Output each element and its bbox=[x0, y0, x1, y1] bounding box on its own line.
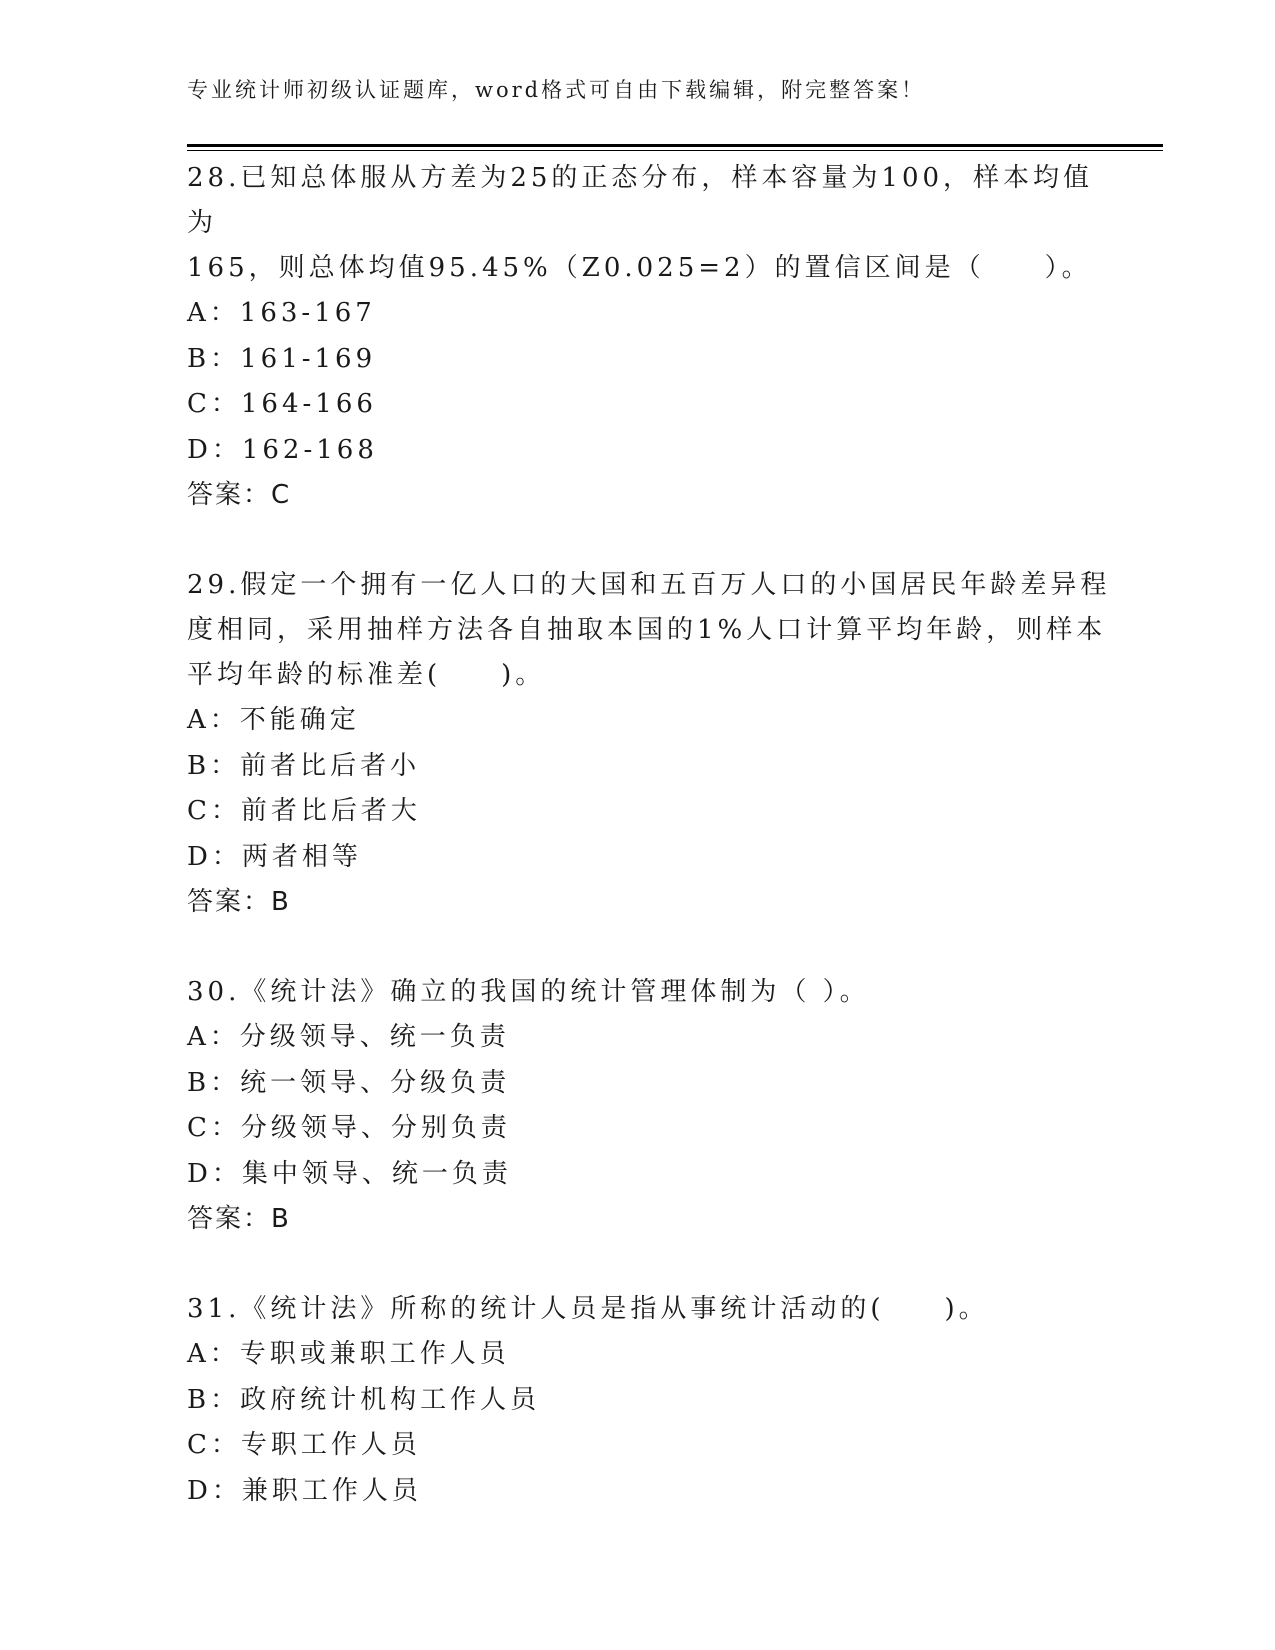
question-text-line: 165，则总体均值95.45%（Z0.025=2）的置信区间是（ ）。 bbox=[187, 253, 1092, 283]
question-text-line: 28.已知总体服从方差为25的正态分布，样本容量为100，样本均值为 bbox=[187, 163, 1094, 238]
option-d: D：兼职工作人员 bbox=[187, 1475, 422, 1506]
option-b: B：政府统计机构工作人员 bbox=[187, 1384, 541, 1415]
question-31 bbox=[187, 1287, 1117, 1514]
option-c: C：专职工作人员 bbox=[187, 1430, 421, 1460]
option-d: D：两者相等 bbox=[187, 841, 362, 872]
question-text-line: 度相同，采用抽样方法各自抽取本国的1%人口计算平均年龄，则样本 bbox=[187, 615, 1107, 645]
spacer bbox=[187, 1242, 1117, 1287]
question-text-line: 30.《统计法》确立的我国的统计管理体制为（ ）。 bbox=[187, 977, 870, 1007]
option-a: A：专职或兼职工作人员 bbox=[187, 1339, 510, 1369]
answer: 答案：C bbox=[187, 480, 292, 510]
page-header: 专业统计师初级认证题库，word格式可自由下载编辑，附完整答案！ bbox=[187, 78, 926, 102]
option-c: C：164-166 bbox=[187, 389, 377, 419]
option-d: D：162-168 bbox=[187, 434, 378, 465]
question-list bbox=[187, 156, 1117, 1514]
header-rule-thick bbox=[187, 144, 1163, 147]
option-d: D：集中领导、统一负责 bbox=[187, 1158, 512, 1189]
question-text-line: 31.《统计法》所称的统计人员是指从事统计活动的( )。 bbox=[187, 1294, 989, 1324]
option-c: C：前者比后者大 bbox=[187, 796, 421, 826]
question-28 bbox=[187, 156, 1117, 518]
answer: 答案：B bbox=[187, 887, 291, 917]
spacer bbox=[187, 518, 1117, 563]
question-29 bbox=[187, 563, 1117, 925]
option-a: A：163-167 bbox=[187, 298, 376, 328]
question-30 bbox=[187, 970, 1117, 1242]
header-rule-thin bbox=[187, 150, 1163, 151]
answer: 答案：B bbox=[187, 1204, 291, 1234]
option-b: B：前者比后者小 bbox=[187, 750, 421, 781]
question-text-line: 29.假定一个拥有一亿人口的大国和五百万人口的小国居民年龄差异程 bbox=[187, 570, 1111, 600]
question-text-line: 平均年龄的标准差( )。 bbox=[187, 660, 546, 690]
option-a: A：分级领导、统一负责 bbox=[187, 1022, 510, 1052]
option-a: A：不能确定 bbox=[187, 705, 360, 735]
option-c: C：分级领导、分别负责 bbox=[187, 1113, 511, 1143]
option-b: B：统一领导、分级负责 bbox=[187, 1067, 511, 1098]
spacer bbox=[187, 925, 1117, 970]
option-b: B：161-169 bbox=[187, 343, 377, 374]
